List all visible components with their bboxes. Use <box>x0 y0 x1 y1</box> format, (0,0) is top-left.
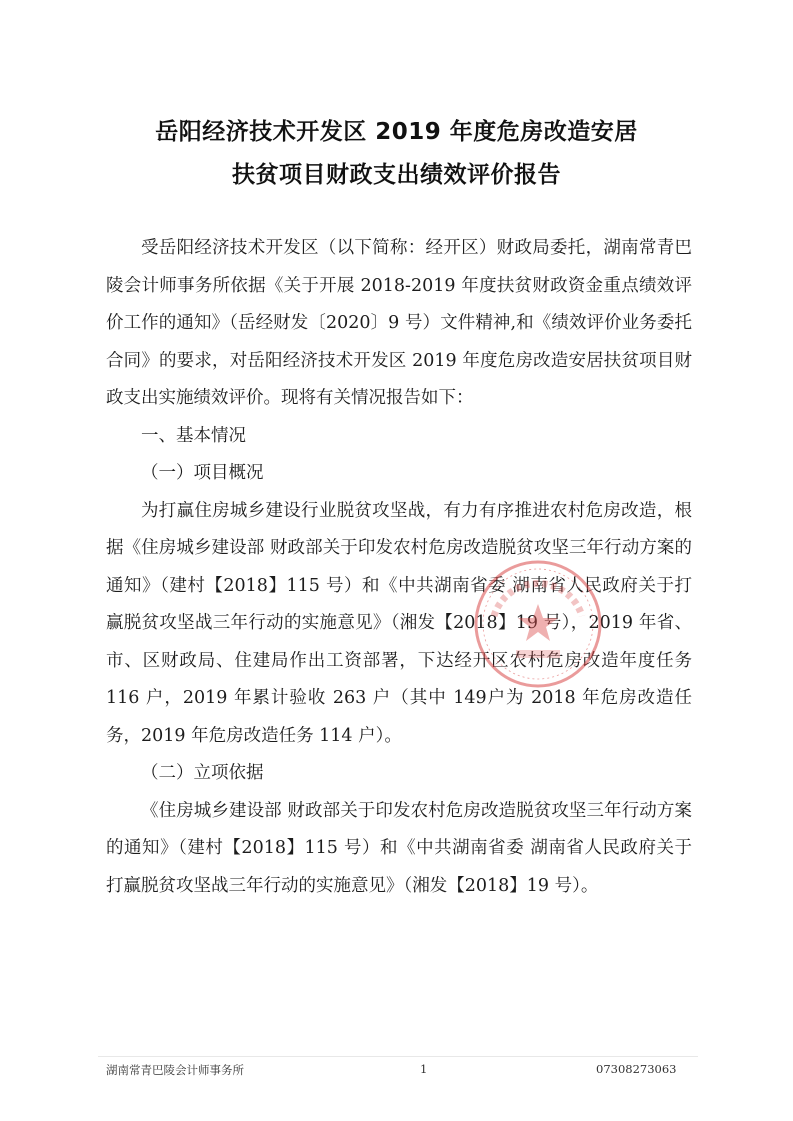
report-title-line-1: 岳阳经济技术开发区 2019 年度危房改造安居 <box>155 119 638 145</box>
footer-phone: 07308273063 <box>596 1062 677 1076</box>
report-title-line-2: 扶贫项目财政支出绩效评价报告 <box>232 162 561 188</box>
project-overview-paragraph: 为打赢住房城乡建设行业脱贫攻坚战，有力有序推进农村危房改造，根据《住房城乡建设部 财政部关于印发农村危房改造脱贫攻坚三年行动方案的通知》（建村【2018】115 号）和《中共湖南省委 湖南省人民政府关于打赢脱贫攻坚战三年行动的实施意见》（湘发【2018】19 号），2019 年省、市、区财政局、住建局作出工资部署，下达经开区农村危房改造年度任务 116 户，2019 年累计验收 263 户（其中 149户为 2018 年危房改造任务，2019 年危房改造任务 114 户）。 <box>106 500 692 746</box>
footer-divider <box>98 1056 698 1057</box>
subsection-heading-project-basis: （二）立项依据 <box>141 763 264 783</box>
project-basis-paragraph: 《住房城乡建设部 财政部关于印发农村危房改造脱贫攻坚三年行动方案的通知》（建村【2018】115 号）和《中共湖南省委 湖南省人民政府关于打赢脱贫攻坚战三年行动的实施意见》（湘发【2018】19 号）。 <box>106 800 692 896</box>
subsection-heading-project-overview: （一）项目概况 <box>141 463 264 483</box>
footer-firm-name: 湖南常青巴陵会计师事务所 <box>106 1063 244 1077</box>
section-heading-basic-info: 一、基本情况 <box>141 425 246 446</box>
footer-page-number: 1 <box>420 1062 428 1076</box>
report-body <box>106 230 692 905</box>
intro-paragraph: 受岳阳经济技术开发区（以下简称：经开区）财政局委托，湖南常青巴陵会计师事务所依据《关于开展 2018-2019 年度扶贫财政资金重点绩效评价工作的通知》（岳经财发〔2020〕9 号）文件精神,和《绩效评价业务委托合同》的要求，对岳阳经济技术开发区 2019 年度危房改造安居扶贫项目财政支出实施绩效评价。现将有关情况报告如下： <box>106 238 692 408</box>
